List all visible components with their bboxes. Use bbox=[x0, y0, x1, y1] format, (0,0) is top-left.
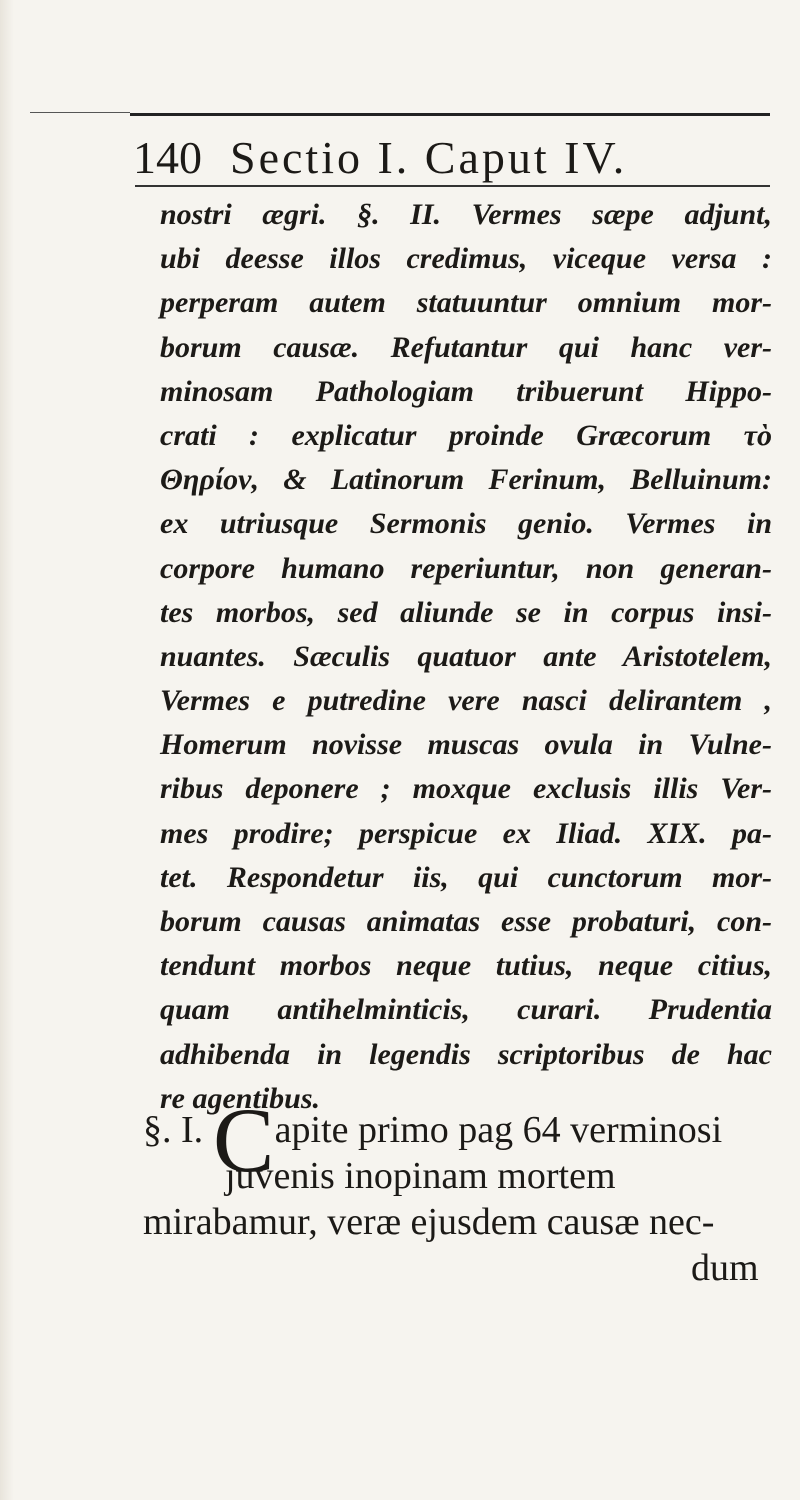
summary-line: re agentibus. bbox=[160, 1081, 321, 1115]
summary-line: corpore humano reperiuntur, non generan- bbox=[160, 551, 772, 585]
summary-line: perperam autem statuuntur omnium mor- bbox=[160, 286, 772, 320]
top-rule bbox=[130, 113, 770, 116]
summary-line: crati : explicatur proinde Græcorum τὸ bbox=[160, 418, 772, 452]
summary-line: adhibenda in legendis scriptoribus de hac bbox=[160, 1037, 772, 1071]
summary-line: tet. Respondetur iis, qui cunctorum mor- bbox=[160, 860, 772, 894]
line-text: apite primo pag 64 verminosi bbox=[274, 1109, 723, 1151]
summary-line: borum causæ. Refutantur qui hanc ver- bbox=[160, 330, 772, 364]
summary-line: tes morbos, sed aliunde se in corpus insi- bbox=[160, 595, 772, 629]
summary-line: ubi deesse illos credimus, viceque versa : bbox=[160, 242, 772, 276]
running-title: Sectio I. Caput IV. bbox=[230, 132, 628, 183]
summary-line: mes prodire; perspicue ex Iliad. XIX. pa- bbox=[160, 816, 772, 850]
paragraph-line: mirabamur, veræ ejusdem causæ nec- bbox=[143, 1201, 715, 1243]
page-number: 140 bbox=[133, 132, 202, 183]
summary-line: quam antihelminticis, curari. Prudentia bbox=[160, 993, 772, 1027]
drop-cap: C bbox=[212, 1089, 275, 1191]
summary-line: minosam Pathologiam tribuerunt Hippo- bbox=[160, 374, 772, 408]
summary-line: ex utriusque Sermonis genio. Vermes in bbox=[160, 507, 772, 541]
summary-line: tendunt morbos neque tutius, neque citius, bbox=[160, 949, 772, 983]
chapter-summary bbox=[160, 193, 772, 1121]
summary-line: Vermes e putredine vere nasci delirantem , bbox=[160, 684, 772, 718]
summary-line: Θηρίον, & Latinorum Ferinum, Belluinum: bbox=[160, 463, 772, 497]
summary-line: nuantes. Sæculis quatuor ante Aristotelem, bbox=[160, 639, 772, 673]
summary-line: borum causas animatas esse probaturi, con- bbox=[160, 905, 772, 938]
summary-line: nostri ægri. §. II. Vermes sæpe adjunt, bbox=[160, 198, 772, 231]
page-edge-shadow bbox=[0, 0, 14, 1500]
summary-line: Homerum novisse muscas ovula in Vulne- bbox=[160, 728, 772, 762]
running-header bbox=[133, 128, 773, 188]
header-rule bbox=[135, 185, 770, 187]
section-mark: §. I. bbox=[143, 1109, 204, 1151]
paragraph-line: juvenis inopinam mortem bbox=[225, 1155, 616, 1197]
paragraph-line: dum bbox=[691, 1247, 759, 1289]
summary-line: ribus deponere ; moxque exclusis illis Ver- bbox=[160, 772, 772, 806]
top-rule-fragment bbox=[30, 112, 130, 113]
